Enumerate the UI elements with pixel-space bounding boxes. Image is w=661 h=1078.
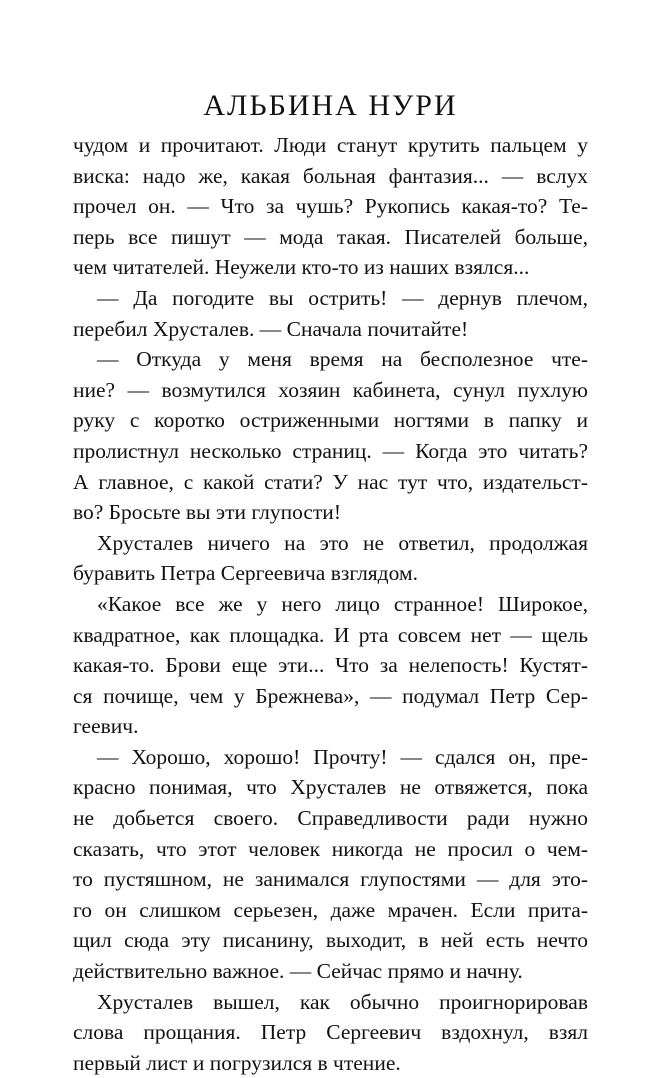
text-line: щил сюда эту писанину, выходит, в ней есть нечто — [73, 928, 588, 953]
running-header-author: АЛЬБИНА НУРИ — [203, 89, 458, 122]
text-line: не добьется своего. Справедливости ради нужно — [73, 806, 588, 831]
text-line: то пустяшном, не занимался глупостями — для это- — [73, 867, 588, 892]
text-line: — Откуда у меня время на бесполезное чте- — [97, 347, 588, 372]
text-line: Хрусталев вышел, как обычно проигнорировав — [97, 989, 588, 1014]
text-line: руку с коротко остриженными ногтями в папку и — [73, 408, 588, 433]
text-line: чудом и прочитают. Люди станут крутить пальцем у — [73, 133, 588, 157]
text-line: перебил Хрусталев. — Сначала почитайте! — [73, 316, 469, 341]
paragraph — [73, 130, 588, 283]
text-line: ние? — возмутился хозяин кабинета, сунул пухлую — [73, 377, 588, 402]
text-line: — Да погодите вы острить! — дернув плечом, — [97, 285, 588, 310]
paragraph — [73, 589, 588, 742]
text-line: Хрусталев ничего на это не ответил, продолжая — [97, 530, 588, 555]
text-line: чем читателей. Неужели кто-то из наших взялся... — [73, 255, 530, 280]
text-line: — Хорошо, хорошо! Прочту! — сдался он, пре- — [97, 744, 588, 769]
text-line: геевич. — [73, 714, 139, 739]
text-line: «Какое все же у него лицо странное! Широкое, — [97, 591, 588, 616]
text-line: буравить Петра Сергеевича взглядом. — [73, 561, 418, 586]
text-line: ся почище, чем у Брежнева», — подумал Петр Сер- — [73, 683, 588, 708]
text-line: виска: надо же, какая больная фантазия... — вслух — [73, 163, 588, 188]
paragraph — [73, 987, 588, 1078]
paragraph — [73, 283, 588, 344]
text-line: первый лист и погрузился в чтение. — [73, 1050, 401, 1075]
paragraph — [73, 344, 588, 528]
text-line: го он слишком серьезен, даже мрачен. Если прита- — [73, 897, 588, 922]
paragraph — [73, 742, 588, 987]
text-line: красно понимая, что Хрусталев не отвяжется, пока — [73, 775, 588, 800]
text-line: сказать, что этот человек никогда не просил о чем- — [73, 836, 588, 861]
text-line: действительно важное. — Сейчас прямо и начну. — [73, 959, 523, 984]
text-line: А главное, с какой стати? У нас тут что, издательст- — [73, 469, 588, 494]
text-line: перь все пишут — мода такая. Писателей больше, — [73, 224, 588, 249]
body-text — [73, 130, 588, 1078]
text-line: во? Бросьте вы эти глупости! — [73, 500, 341, 525]
text-line: прочел он. — Что за чушь? Рукопись какая-то? Те- — [73, 194, 588, 219]
paragraph — [73, 528, 588, 589]
text-line: слова прощания. Петр Сергеевич вздохнул, взял — [73, 1020, 588, 1045]
text-line: пролистнул несколько страниц. — Когда это читать? — [73, 438, 588, 463]
text-line: квадратное, как площадка. И рта совсем нет — щель — [73, 622, 588, 647]
text-line: какая-то. Брови еще эти... Что за нелепость! Кустят- — [73, 653, 588, 678]
